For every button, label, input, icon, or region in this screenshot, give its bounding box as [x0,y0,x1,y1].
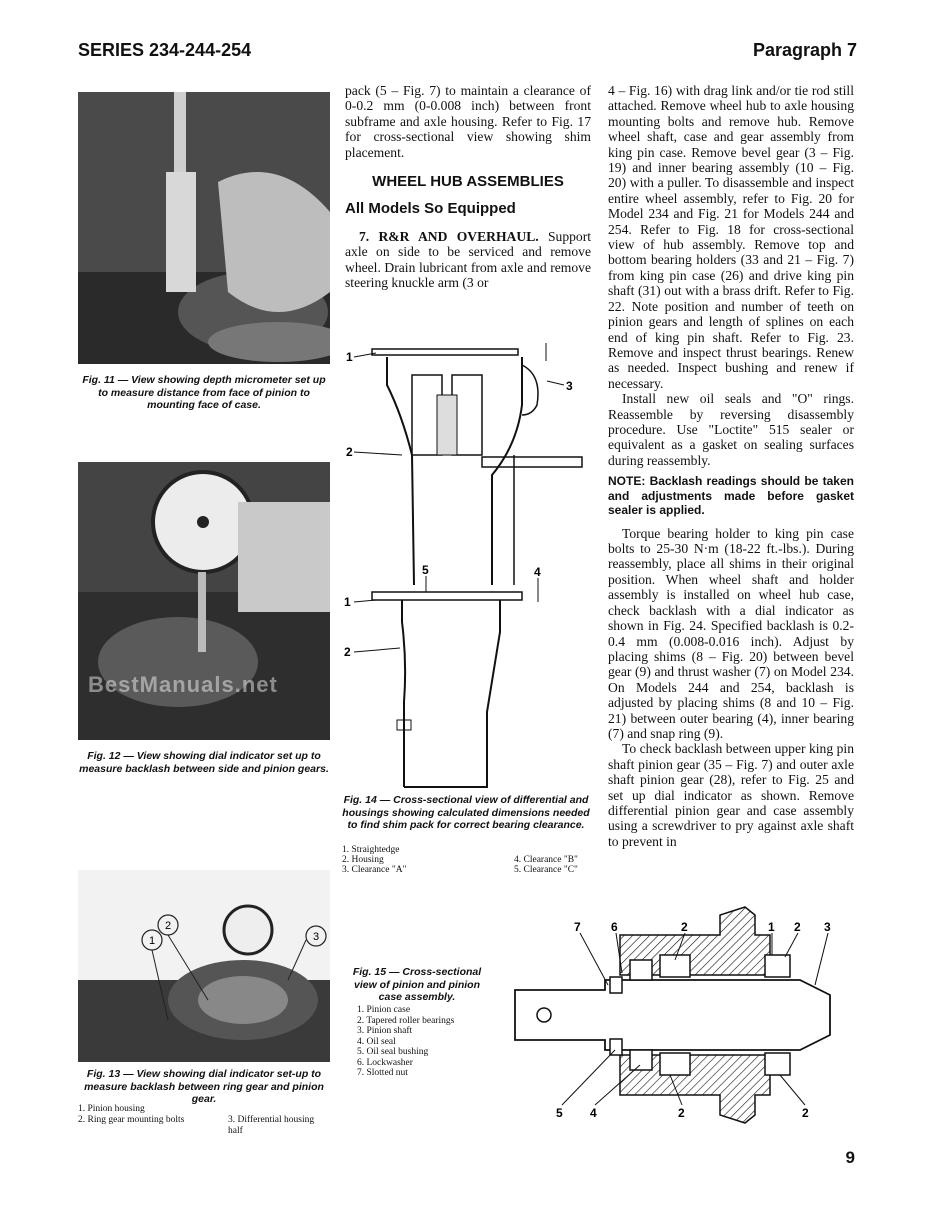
backlash-note: NOTE: Backlash readings should be taken and adjustments made before gasket sealer is applied. [608,474,854,518]
right-paragraph-2: Install new oil seals and "O" rings. Reassemble by reversing disassembly procedure. Use "Loctite" 515 sealer or equivalent as a gasket on sealing surfaces during reassembly. [608,391,854,468]
section-heading: WHEEL HUB ASSEMBLIES [372,173,564,191]
legend-item: 7. Slotted nut [357,1068,408,1078]
fig15-diagram [510,905,855,1130]
fig14-callout: 2 [344,645,351,659]
fig15-caption: Fig. 15 — Cross-sectional view of pinion and pinion case assembly. [352,966,482,1003]
fig15-legend [357,1005,497,1079]
legend-item: 5. Clearance "C" [514,865,578,875]
right-paragraph-1: 4 – Fig. 16) with drag link and/or tie rod still attached. Remove wheel hub to axle housing mounting bolts and remove hub. Remove wheel shaft, case and gear assembly from king pin case. Remove bevel gear (3 – Fig. 19) and inner bearing assembly (10 – Fig. 20) with a puller. To disassemble and inspect entire wheel assembly, refer to Fig. 20 for Model 234 and Fig. 21 for Models 244 and 254. Refer to Fig. 18 for cross-sectional view of hub assembly. Remove top and bottom bearing holders (33 and 21 – Fig. 7) from king pin case (26) and drive king pin shaft (31) out with a brass drift. Refer to Fig. 22. Note position and number of teeth on pinion gears and length of splines on each end of king pin shaft. Refer to Fig. 23. Remove and inspect thrust bearings. Renew as needed. Inspect bushing and renew if necessary. [608,83,854,391]
fig13-caption: Fig. 13 — View showing dial indicator set-up to measure backlash between ring gear and pinion gear. [84,1068,324,1105]
sub-heading: All Models So Equipped [345,200,516,218]
legend-item: 2. Tapered roller bearings [357,1015,455,1026]
legend-item: 4. Clearance "B" [514,855,578,865]
legend-item: 1. Pinion case [357,1005,411,1015]
right-column [608,83,854,849]
fig14-callout: 1 [346,350,353,364]
fig14-callout: 4 [534,565,541,579]
fig14-top-diagram [342,335,594,585]
fig15-callout: 7 [574,920,581,934]
mid-paragraph-1: pack (5 – Fig. 7) to maintain a clearance of 0-0.2 mm (0-0.008 inch) between front subframe and axle housing. Refer to Fig. 17 for cross-sectional view showing shim placement. [345,83,591,160]
legend-item: 2. Housing [342,855,384,865]
fig15-callout: 5 [556,1106,563,1120]
legend-item: 3. Differential housing half [228,1115,315,1136]
fig12-caption: Fig. 12 — View showing dial indicator set up to measure backlash between side and pinion gears. [79,750,329,775]
procedure-text: Support axle on side to be serviced and remove wheel. Drain lubricant from axle and remove steering knuckle arm (3 or [345,228,592,291]
fig14-callout: 2 [346,445,353,459]
right-paragraph-4: To check backlash between upper king pin shaft pinion gear (35 – Fig. 7) and outer axle shaft pinion gear (28), refer to Fig. 25 and set up dial indicator as shown. Remove differential pinion gear and case assembly using a screwdriver to pry against axle shaft to prevent in [608,741,854,849]
fig15-callout: 1 [768,920,775,934]
fig14-callout: 1 [344,595,351,609]
legend-item: 2. Ring gear mounting bolts [78,1115,185,1125]
fig14-callout: 5 [422,563,429,577]
fig15-callout: 4 [590,1106,597,1120]
legend-item: 5. Oil seal bushing [357,1047,429,1057]
mid-paragraph-2 [345,229,591,291]
fig13-callout: 2 [164,920,172,932]
fig11-caption: Fig. 11 — View showing depth micrometer set up to measure distance from face of pinion to mounting face of case. [82,374,326,411]
procedure-title: 7. R&R AND OVERHAUL. [359,228,539,244]
legend-item: 4. Oil seal [357,1036,396,1047]
right-paragraph-3: Torque bearing holder to king pin case bolts to 25-30 N·m (18-22 ft.-lbs.). During reassembly, place all shims in their original position. When wheel shaft and holder assembly is installed on wheel hub case, check backlash with a dial indicator as shown in Fig. 24. Specified backlash is 0.2-0.4 mm (0.008-0.016 inch). Adjust by placing shims (8 – Fig. 20) between bevel gear (9) and thrust washer (7) on Model 234. On Models 244 and 254, backlash is adjusted by placing shims (8 and 10 – Fig. 21) between outer bearing (4), inner bearing (7) and snap ring (9). [608,525,854,741]
fig15-callout: 2 [794,920,801,934]
fig15-callout: 2 [802,1106,809,1120]
fig13-photo [78,870,330,1062]
legend-item: 3. Clearance "A" [342,865,407,875]
legend-item: 6. Lockwasher [357,1057,413,1068]
fig15-callout: 2 [678,1106,685,1120]
fig15-callout: 6 [611,920,618,934]
fig13-callout: 3 [312,931,320,943]
fig13-callout: 1 [148,935,156,947]
series-header: SERIES 234-244-254 [78,40,252,60]
watermark: BestManuals.net [88,672,278,697]
middle-column [345,83,591,290]
fig14-bottom-diagram [342,562,594,790]
fig15-callout: 2 [681,920,688,934]
paragraph-header: Paragraph 7 [752,40,857,60]
fig14-caption: Fig. 14 — Cross-sectional view of differential and housings showing calculated dimensions needed to find shim pack for correct bearing clearance. [342,794,590,831]
fig12-photo [78,462,330,740]
page-number: 9 [845,1148,855,1167]
legend-item: 3. Pinion shaft [357,1026,413,1036]
legend-item: 1. Pinion housing [78,1104,145,1114]
fig11-photo [78,92,330,364]
fig14-callout: 3 [566,379,573,393]
fig15-callout: 3 [824,920,831,934]
legend-item: 1. Straightedge [342,845,400,855]
